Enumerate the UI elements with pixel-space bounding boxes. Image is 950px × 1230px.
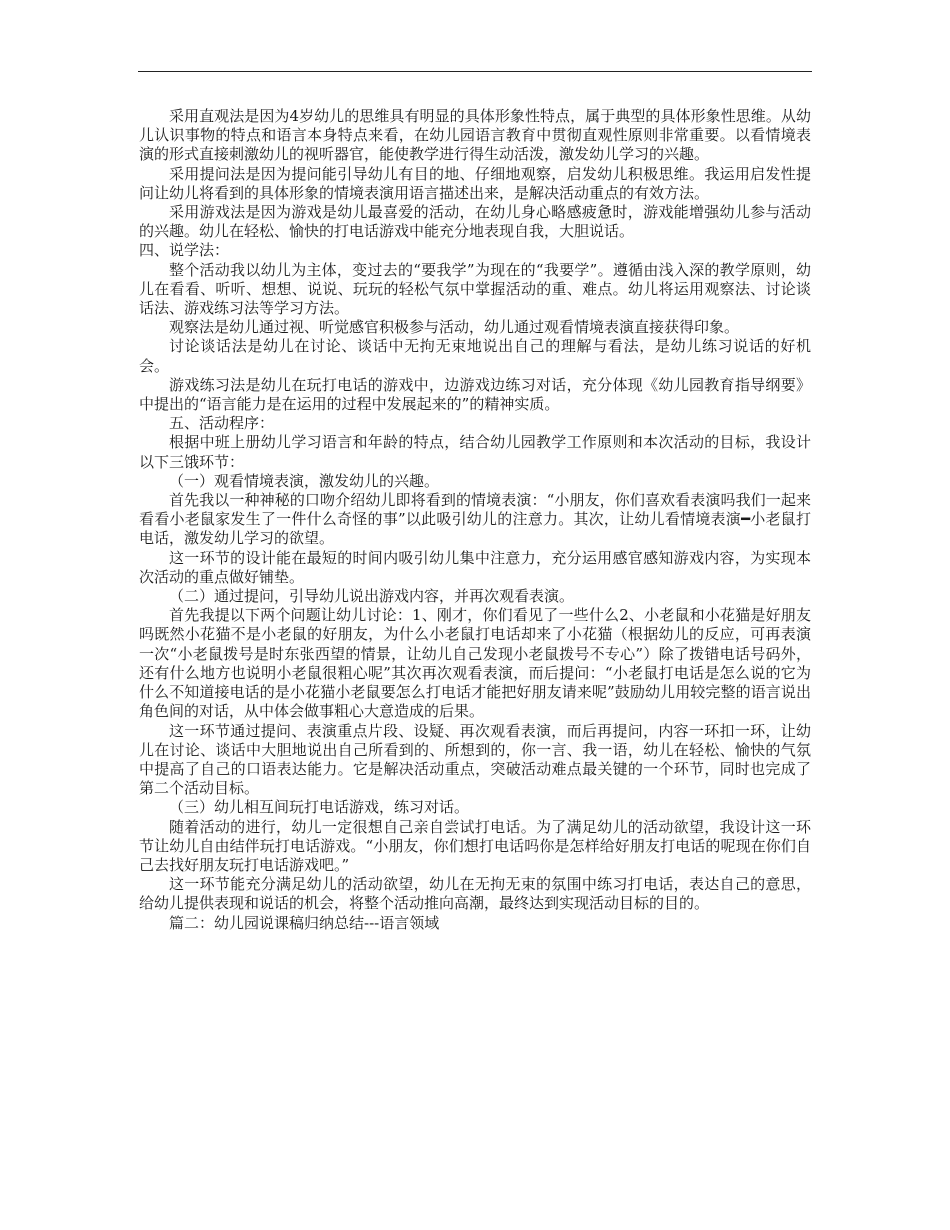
paragraph: 首先我以一种神秘的口吻介绍幼儿即将看到的情境表演：“小朋友，你们喜欢看表演吗我们一起来看看小老鼠家发生了一件什么奇怪的事”以此吸引幼儿的注意力。其次，让幼儿看情境表演━小老鼠打电话，激发幼儿学习的欲望。 xyxy=(139,491,811,548)
paragraph: 观察法是幼儿通过视、听觉感官积极参与活动，幼儿通过观看情境表演直接获得印象。 xyxy=(169,318,740,337)
paragraph: 篇二：幼儿园说课稿归纳总结---语言领域 xyxy=(169,913,440,932)
paragraph: 根据中班上册幼儿学习语言和年龄的特点，结合幼儿园教学工作原则和本次活动的目标，我设计以下三饿环节： xyxy=(139,433,811,471)
paragraph: （一）观看情境表演，激发幼儿的兴趣。 xyxy=(169,471,440,490)
paragraph: 这一环节能充分满足幼儿的活动欲望，幼儿在无拘无束的氛围中练习打电话，表达自己的意思，给幼儿提供表现和说话的机会，将整个活动推向高潮，最终达到实现活动目标的目的。 xyxy=(139,875,811,913)
paragraph: 游戏练习法是幼儿在玩打电话的游戏中，边游戏边练习对话，充分体现《幼儿园教育指导纲要》中提出的“语言能力是在运用的过程中发展起来的”的精神实质。 xyxy=(139,375,811,414)
paragraph: 四、说学法： xyxy=(139,241,230,260)
header-rule xyxy=(138,71,812,72)
paragraph: 首先我提以下两个问题让幼儿讨论：1、刚才，你们看见了一些什么2、小老鼠和小花猫是好朋友吗既然小花猫不是小老鼠的好朋友，为什么小老鼠打电话却来了小花猫（根据幼儿的反应，可再表演一次“小老鼠拨号是时东张西望的情景，让幼儿自己发现小老鼠拨号不专心”）除了拨错电话号码外，还有什么地方也说明小老鼠很粗心呢”其次再次观看表演，而后提问：“小老鼠打电话是怎么说的它为什么不知道接电话的是小花猫小老鼠要怎么打电话才能把好朋友请来呢”鼓励幼儿用较完整的语言说出角色间的对话，从中体会做事粗心大意造成的后果。 xyxy=(139,606,811,721)
paragraph: 采用游戏法是因为游戏是幼儿最喜爱的活动，在幼儿身心略感疲惫时，游戏能增强幼儿参与活动的兴趣。幼儿在轻松、愉快的打电话游戏中能充分地表现自我，大胆说话。 xyxy=(139,203,811,241)
paragraph: 这一环节的设计能在最短的时间内吸引幼儿集中注意力，充分运用感官感知游戏内容，为实现本次活动的重点做好铺垫。 xyxy=(139,548,811,586)
paragraph: 随着活动的进行，幼儿一定很想自己亲自尝试打电话。为了满足幼儿的活动欲望，我设计这一环节让幼儿自由结伴玩打电话游戏。“小朋友，你们想打电话吗你是怎样给好朋友打电话的呢现在你们自己去找好朋友玩打电话游戏吧。” xyxy=(139,817,811,874)
paragraph: 这一环节通过提问、表演重点片段、设疑、再次观看表演，而后再提问，内容一环扣一环，让幼儿在讨论、谈话中大胆地说出自己所看到的、所想到的，你一言、我一语，幼儿在轻松、愉快的气氛中提高了自己的口语表达能力。它是解决活动重点，突破活动难点最关键的一个环节，同时也完成了第二个活动目标。 xyxy=(139,721,811,798)
paragraph: （二）通过提问，引导幼儿说出游戏内容，并再次观看表演。 xyxy=(169,587,575,606)
paragraph: 采用直观法是因为4岁幼儿的思维具有明显的具体形象性特点，属于典型的具体形象性思维。从幼儿认识事物的特点和语言本身特点来看，在幼儿园语言教育中贯彻直观性原则非常重要。以看情境表演的形式直接刺激幼儿的视听器官，能使教学进行得生动活泼，激发幼儿学习的兴趣。 xyxy=(139,107,811,164)
paragraph: 五、活动程序： xyxy=(169,414,275,433)
paragraph: （三）幼儿相互间玩打电话游戏，练习对话。 xyxy=(169,798,470,817)
document-body xyxy=(139,107,811,933)
paragraph: 整个活动我以幼儿为主体，变过去的“要我学”为现在的“我要学”。遵循由浅入深的教学原则，幼儿在看看、听听、想想、说说、玩玩的轻松气氛中掌握活动的重、难点。幼儿将运用观察法、讨论谈话法、游戏练习法等学习方法。 xyxy=(139,260,811,318)
paragraph: 讨论谈话法是幼儿在讨论、谈话中无拘无束地说出自己的理解与看法，是幼儿练习说话的好机会。 xyxy=(139,337,811,375)
paragraph: 采用提问法是因为提问能引导幼儿有目的地、仔细地观察，启发幼儿积极思维。我运用启发性提问让幼儿将看到的具体形象的情境表演用语言描述出来，是解决活动重点的有效方法。 xyxy=(139,164,811,202)
